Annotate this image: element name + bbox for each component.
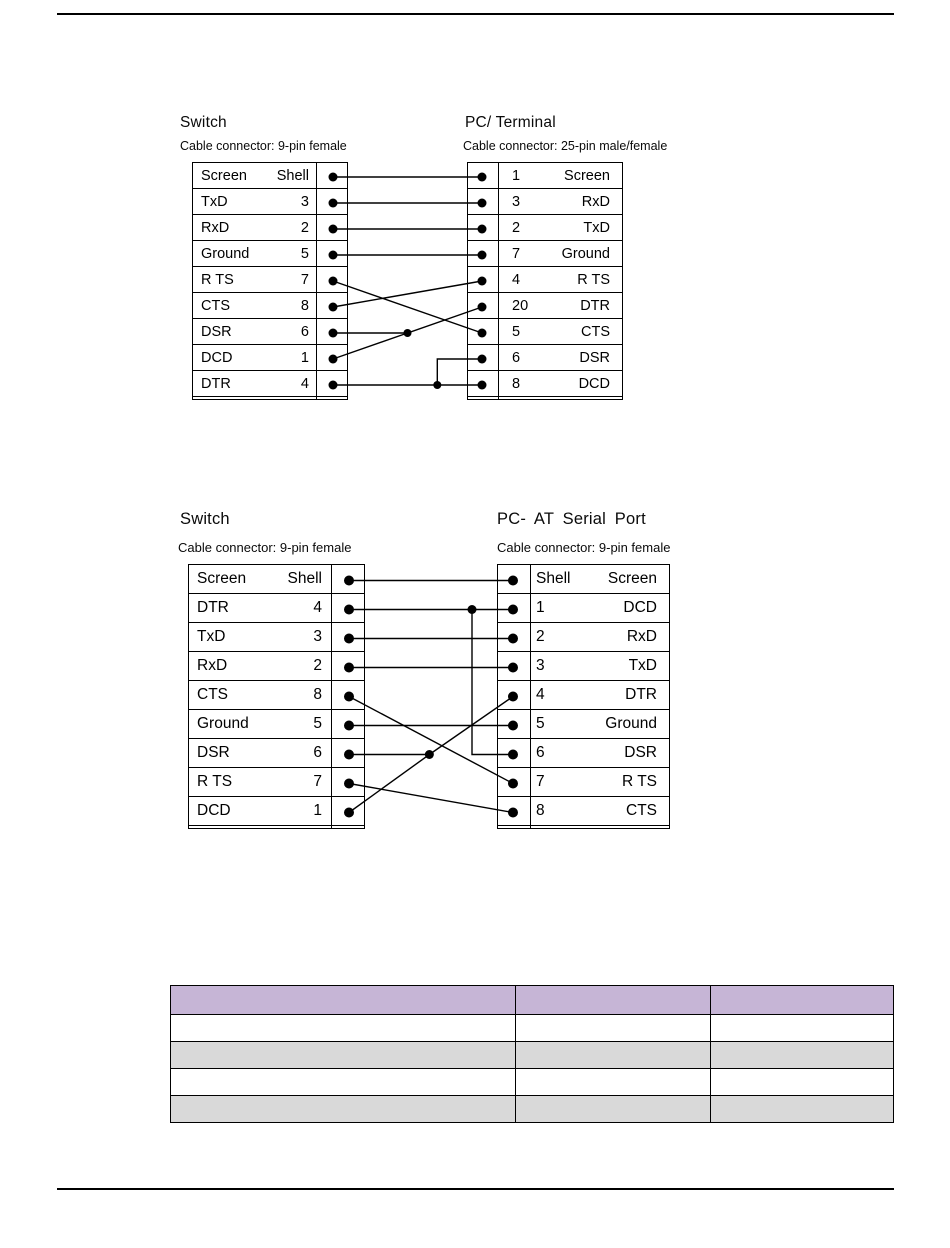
pin-row — [193, 241, 347, 267]
pin-number: 1 — [313, 802, 322, 819]
pin-number: 3 — [512, 193, 521, 210]
signal-label: DSR — [197, 744, 230, 761]
signal-label: DCD — [623, 599, 657, 616]
pin-number: 3 — [300, 193, 309, 210]
pin-number: 7 — [536, 773, 545, 790]
signal-label: TxD — [628, 657, 657, 674]
diagram2-right-title: PC- AT Serial Port — [497, 510, 646, 528]
diagram1-right-subtitle: Cable connector: 25-pin male/female — [463, 139, 668, 153]
signal-label: Ground — [201, 245, 250, 262]
summary-cell — [171, 1096, 516, 1123]
pin-number: 8 — [512, 375, 521, 392]
wire — [333, 281, 482, 333]
signal-label: Ground — [605, 715, 657, 732]
pin-row — [468, 293, 622, 319]
pin-row — [189, 594, 364, 623]
pin-number: Shell — [536, 570, 571, 587]
pin-row — [189, 710, 364, 739]
pin-row — [193, 267, 347, 293]
left-pin-table — [192, 162, 348, 400]
pin-number: 2 — [313, 657, 322, 674]
pin-number: 4 — [300, 375, 309, 392]
pin-row — [498, 565, 669, 594]
signal-label: DTR — [580, 297, 610, 314]
pin-row — [193, 345, 347, 371]
summary-cell — [516, 1069, 711, 1096]
summary-header-row — [171, 986, 894, 1015]
wire — [333, 281, 482, 307]
signal-label: R TS — [577, 271, 610, 288]
pin-row — [193, 319, 347, 345]
pin-row — [468, 319, 622, 345]
pin-row — [189, 652, 364, 681]
signal-label: TxD — [197, 628, 226, 645]
pin-number: Shell — [287, 570, 322, 587]
pin-number: 6 — [512, 349, 521, 366]
summary-cell — [711, 1069, 894, 1096]
wire — [349, 697, 513, 755]
pin-number: 4 — [536, 686, 545, 703]
pin-number: 6 — [536, 744, 545, 761]
signal-label: DTR — [201, 375, 231, 392]
diagram1-right-title: PC/ Terminal — [465, 114, 556, 131]
summary-cell — [516, 1096, 711, 1123]
pin-row — [468, 241, 622, 267]
pin-row — [189, 768, 364, 797]
dot-column-divider — [331, 565, 332, 828]
summary-row — [171, 1015, 894, 1042]
pin-number: 5 — [512, 323, 521, 340]
signal-label: R TS — [201, 271, 234, 288]
right-pin-table — [467, 162, 623, 400]
signal-label: DCD — [201, 349, 233, 366]
pin-row — [468, 215, 622, 241]
pin-row — [468, 163, 622, 189]
diagram1-left-subtitle: Cable connector: 9-pin female — [180, 139, 347, 153]
pin-number: 2 — [300, 219, 309, 236]
pin-number: 2 — [536, 628, 545, 645]
summary-cell — [171, 1069, 516, 1096]
summary-row — [171, 1069, 894, 1096]
summary-header-cell — [171, 986, 516, 1015]
header-rule — [57, 13, 894, 15]
pin-number: 4 — [313, 599, 322, 616]
summary-table — [170, 985, 894, 1123]
pin-number: 7 — [512, 245, 521, 262]
pin-row — [498, 739, 669, 768]
right-pin-table — [497, 564, 670, 829]
wire — [349, 697, 513, 784]
signal-label: CTS — [197, 686, 228, 703]
pin-number: 2 — [512, 219, 521, 236]
signal-label: CTS — [581, 323, 610, 340]
pin-number: 5 — [536, 715, 545, 732]
diagram2-left-title: Switch — [180, 510, 230, 528]
pin-row — [193, 215, 347, 241]
signal-label: DTR — [197, 599, 229, 616]
summary-header-cell — [711, 986, 894, 1015]
pin-row — [498, 797, 669, 826]
summary-row — [171, 1042, 894, 1069]
footer-rule — [57, 1188, 894, 1190]
summary-header-cell — [516, 986, 711, 1015]
summary-cell — [516, 1042, 711, 1069]
pin-number: 7 — [313, 773, 322, 790]
pin-row — [498, 594, 669, 623]
pin-row — [468, 267, 622, 293]
dot-column-divider — [316, 163, 317, 399]
summary-cell — [171, 1015, 516, 1042]
signal-label: TxD — [201, 193, 228, 210]
pin-number: 3 — [313, 628, 322, 645]
signal-label: Screen — [201, 167, 247, 184]
signal-label: RxD — [201, 219, 230, 236]
signal-label: R TS — [197, 773, 233, 790]
pin-number: Shell — [276, 167, 309, 184]
diagram1-left-title: Switch — [180, 114, 227, 131]
left-pin-table — [188, 564, 365, 829]
pin-row — [468, 345, 622, 371]
signal-label: DSR — [201, 323, 232, 340]
signal-label: RxD — [581, 193, 610, 210]
signal-label: CTS — [626, 802, 657, 819]
pin-row — [468, 371, 622, 397]
pin-row — [189, 623, 364, 652]
pin-row — [193, 371, 347, 397]
pin-number: 4 — [512, 271, 521, 288]
pin-row — [498, 652, 669, 681]
summary-cell — [516, 1015, 711, 1042]
pin-row — [468, 189, 622, 215]
summary-cell — [711, 1015, 894, 1042]
signal-label: DTR — [625, 686, 657, 703]
pin-row — [498, 681, 669, 710]
signal-label: Screen — [607, 570, 657, 587]
wire — [333, 307, 482, 333]
pin-number: 6 — [313, 744, 322, 761]
pin-row — [189, 565, 364, 594]
signal-label: R TS — [621, 773, 657, 790]
signal-label: DSR — [624, 744, 657, 761]
pin-row — [498, 623, 669, 652]
pin-number: 5 — [300, 245, 309, 262]
pin-row — [189, 681, 364, 710]
pin-row — [193, 189, 347, 215]
signal-label: DCD — [578, 375, 610, 392]
pin-number: 1 — [512, 167, 521, 184]
pin-row — [189, 797, 364, 826]
summary-row — [171, 1096, 894, 1123]
signal-label: Ground — [197, 715, 249, 732]
junction-dot — [404, 329, 412, 337]
pin-number: 1 — [300, 349, 309, 366]
pin-row — [193, 293, 347, 319]
pin-number: 8 — [300, 297, 309, 314]
pin-number: 5 — [313, 715, 322, 732]
summary-cell — [711, 1042, 894, 1069]
diagram2-left-subtitle: Cable connector: 9-pin female — [178, 540, 352, 555]
signal-label: TxD — [583, 219, 610, 236]
pin-number: 6 — [300, 323, 309, 340]
pin-row — [498, 768, 669, 797]
diagram2-right-subtitle: Cable connector: 9-pin female — [497, 540, 671, 555]
pin-number: 1 — [536, 599, 545, 616]
pin-row — [189, 739, 364, 768]
pin-number: 8 — [536, 802, 545, 819]
pin-number: 8 — [313, 686, 322, 703]
signal-label: Screen — [197, 570, 247, 587]
signal-label: RxD — [197, 657, 228, 674]
junction-dot — [425, 750, 434, 759]
signal-label: DCD — [197, 802, 231, 819]
signal-label: CTS — [201, 297, 230, 314]
summary-cell — [711, 1096, 894, 1123]
junction-dot — [433, 381, 441, 389]
junction-dot — [468, 605, 477, 614]
signal-label: Screen — [564, 167, 610, 184]
pin-number: 7 — [300, 271, 309, 288]
pin-row — [193, 163, 347, 189]
pin-number: 3 — [536, 657, 545, 674]
signal-label: DSR — [579, 349, 610, 366]
wire — [349, 784, 513, 813]
dot-column-divider — [530, 565, 531, 828]
summary-cell — [171, 1042, 516, 1069]
signal-label: Ground — [561, 245, 610, 262]
pin-number: 20 — [512, 297, 529, 314]
pin-row — [498, 710, 669, 739]
signal-label: RxD — [626, 628, 657, 645]
dot-column-divider — [498, 163, 499, 399]
